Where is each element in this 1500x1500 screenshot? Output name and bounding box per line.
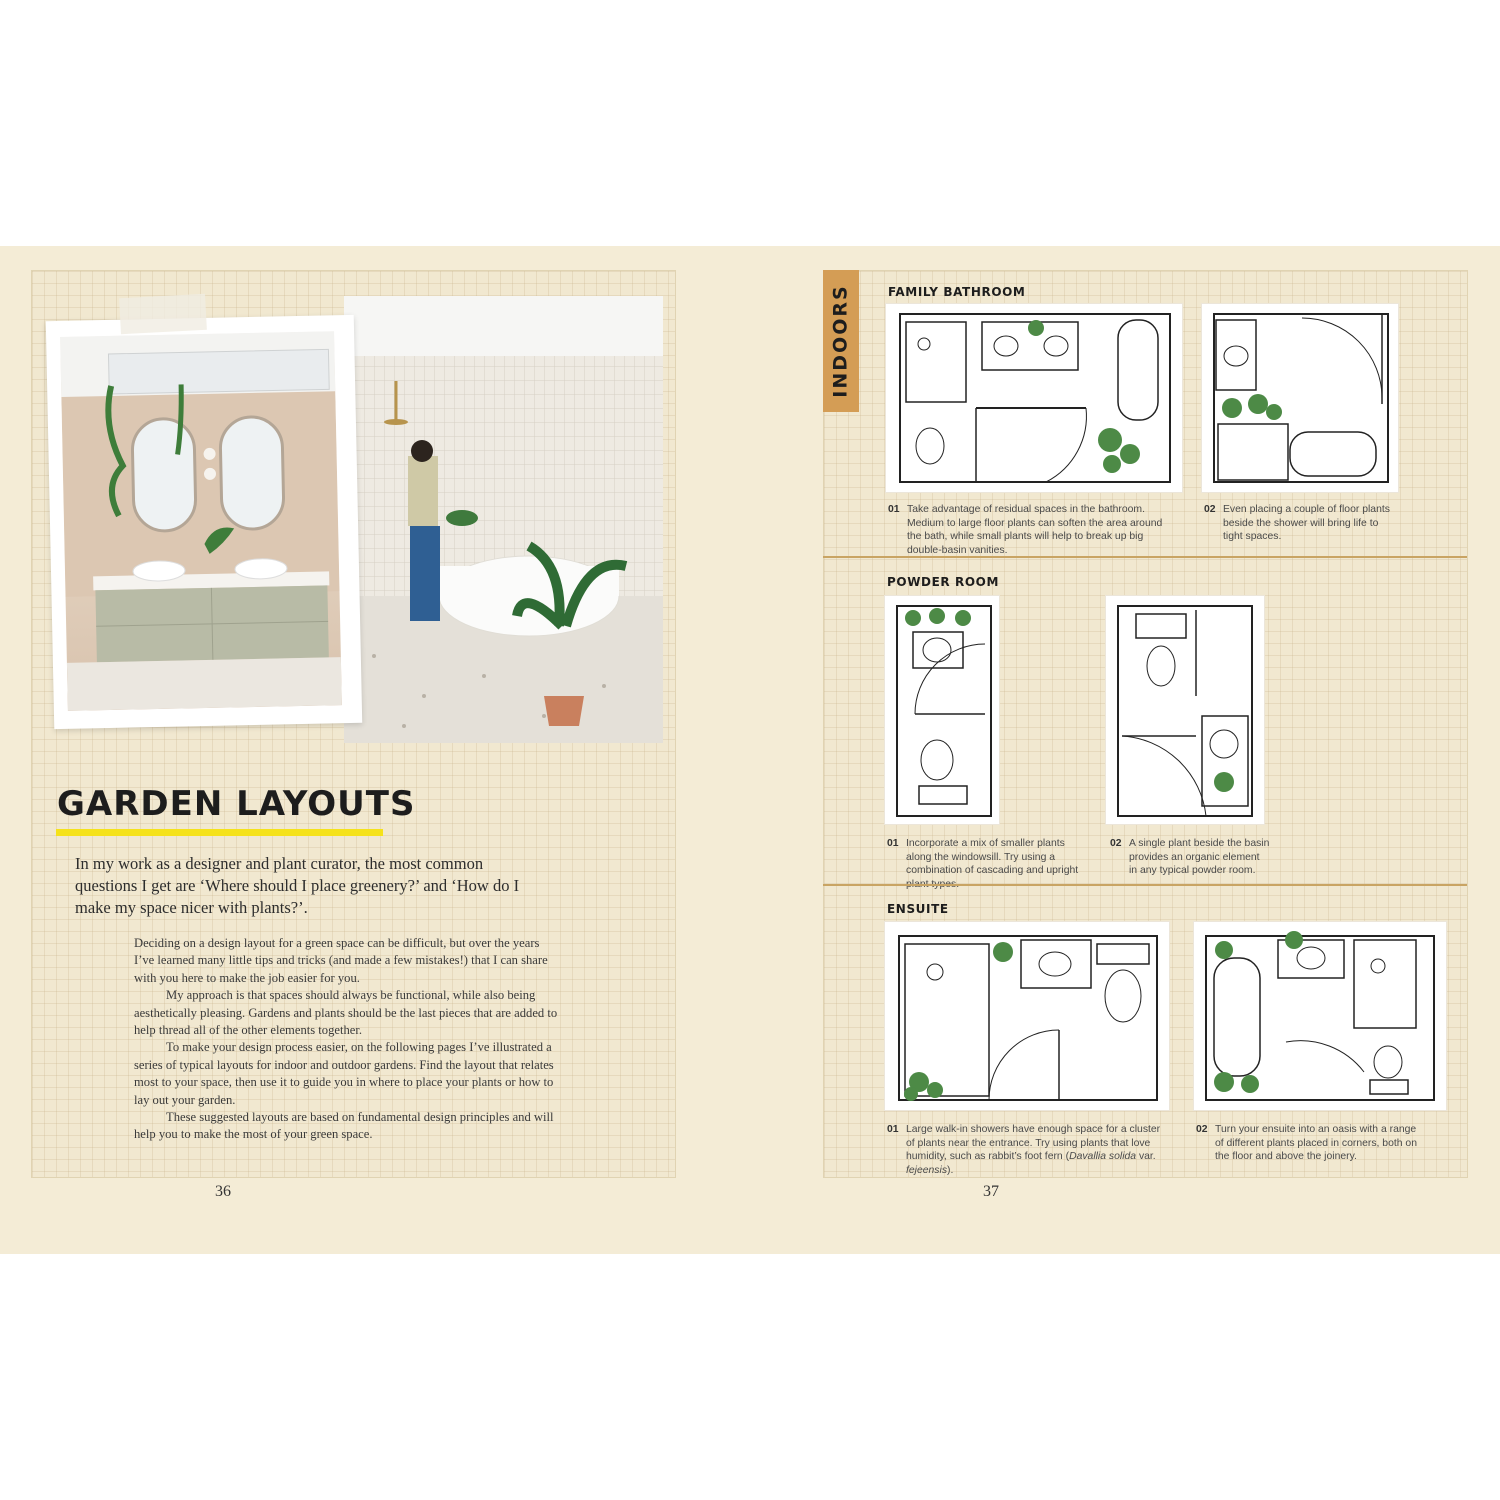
floor-plan-family-bathroom-02 [1202, 304, 1398, 492]
lead-paragraph: In my work as a designer and plant curator, the most common questions I get are ‘Where should I place greenery?’ and ‘How do I make my space nicer with plants?’. [75, 854, 520, 917]
section-title-powder-room: POWDER ROOM [887, 575, 999, 589]
body-paragraph: My approach is that spaces should always be functional, while also being aesthetically pleasing. Gardens and plants should be the last pieces that are added to help thread all of the other elements together. [134, 988, 558, 1038]
bathroom-photo-double-vanity [60, 331, 342, 711]
caption-family-bathroom-02: 02 Even placing a couple of floor plants beside the shower will bring life to tight spaces. [1204, 504, 1390, 542]
page-number-right: 37 [983, 1183, 999, 1200]
floor-plan-powder-room-02 [1106, 596, 1264, 824]
title-highlight [56, 829, 383, 836]
caption-powder-room-02: 02 A single plant beside the basin provides an organic element in any typical powder room. [1110, 838, 1270, 876]
section-title-ensuite: ENSUITE [887, 902, 949, 916]
floor-plan-powder-room-01 [885, 596, 999, 824]
body-paragraph: These suggested layouts are based on fundamental design principles and will help you to make the most of your green space. [134, 1110, 554, 1142]
section-tab-label: INDOORS [830, 284, 852, 398]
caption-ensuite-02: 02 Turn your ensuite into an oasis with a range of different plants placed in corners, both on the floor and above the joinery. [1196, 1124, 1417, 1162]
tape-strip [119, 294, 207, 334]
floor-plan-ensuite-01 [885, 922, 1169, 1110]
body-paragraph: Deciding on a design layout for a green space can be difficult, but over the years I’ve learned many little tips and tricks (and made a few mistakes!) that I can share with you here to make the job easier for you. [134, 936, 548, 985]
body-paragraph: To make your design process easier, on the following pages I’ve illustrated a series of typical layouts for indoor and outdoor gardens. Find the layout that relates most to your space, then use it to guide you in where to place your plants or how to lay out your garden. [134, 1040, 554, 1107]
section-divider [823, 884, 1467, 886]
caption-family-bathroom-01: 01 Take advantage of residual spaces in the bathroom. Medium to large floor plants can soften the area around the bath, while small plants will help to break up big double-basin vanities. [888, 504, 1163, 556]
section-divider [823, 556, 1467, 558]
caption-powder-room-01: 01 Incorporate a mix of smaller plants along the windowsill. Try using a combination of cascading and upright [887, 838, 1079, 876]
bathroom-photo-man-hanging-plant [344, 296, 663, 743]
floor-plan-ensuite-02 [1194, 922, 1446, 1110]
caption-ensuite-01: 01 Large walk-in showers have enough space for a cluster of plants near the entrance. Try using plants that love humidity, such as rabbit’s foot fern (Davallia solida var. fejeensis). [887, 1124, 1161, 1176]
page-title: GARDEN LAYOUTS [57, 784, 416, 824]
photo-frame [46, 315, 362, 729]
page-number-left: 36 [215, 1183, 231, 1200]
body-text [134, 935, 559, 1144]
section-title-family-bathroom: FAMILY BATHROOM [888, 285, 1026, 299]
floor-plan-family-bathroom-01 [886, 304, 1182, 492]
